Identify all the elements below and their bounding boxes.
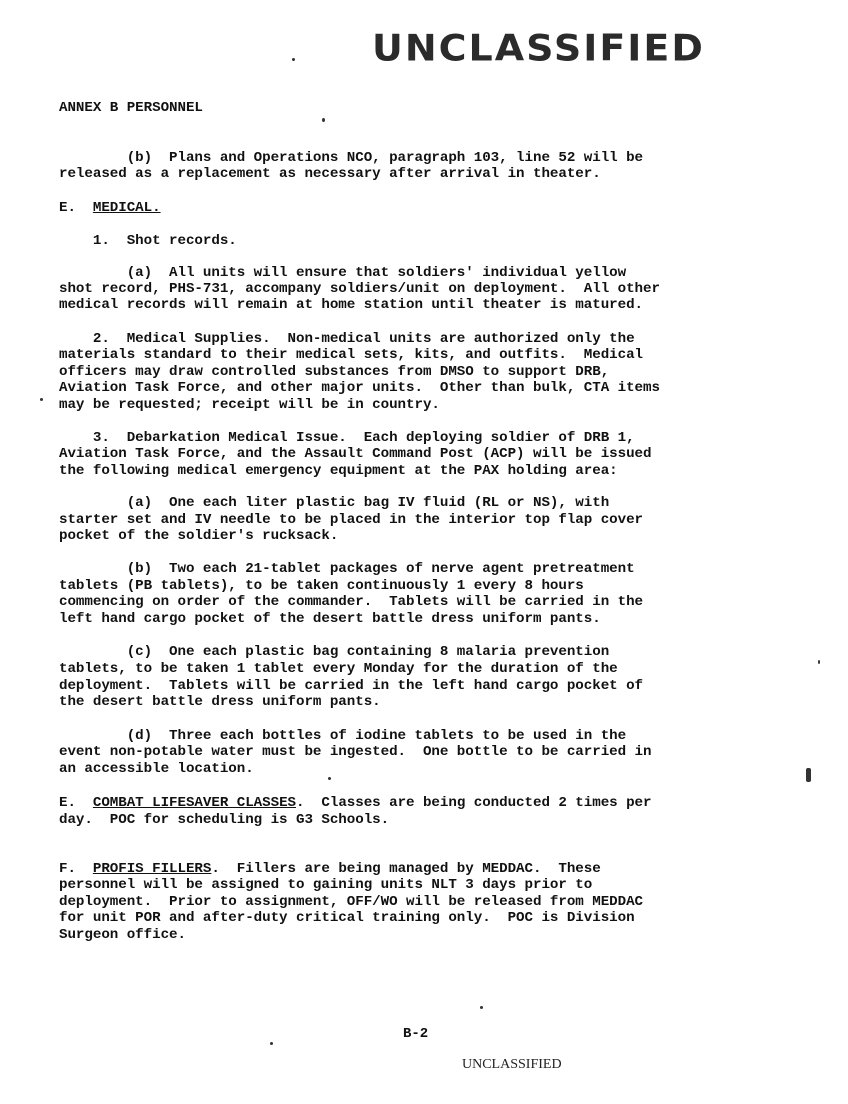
paragraph-line: personnel will be assigned to gaining units NLT 3 days prior to [59,877,593,893]
paragraph-line: (c) One each plastic bag containing 8 malaria prevention [59,644,610,660]
scan-speck [292,58,295,61]
paragraph-line: medical records will remain at home station until theater is matured. [59,297,644,313]
paragraph-line: may be requested; receipt will be in country. [59,397,440,413]
paragraph-line: 3. Debarkation Medical Issue. Each deploying soldier of DRB 1, [59,430,635,446]
paragraph-line: materials standard to their medical sets, kits, and outfits. Medical [59,347,644,363]
paragraph-line: 2. Medical Supplies. Non-medical units are authorized only the [59,331,635,347]
scan-speck [270,1042,273,1045]
scan-speck [40,398,43,401]
paragraph-line: (b) Two each 21-tablet packages of nerve agent pretreatment [59,561,635,577]
section-title: MEDICAL. [92,200,161,216]
section-heading-combat-lifesaver [59,795,651,812]
paragraph-line: starter set and IV needle to be placed in the interior top flap cover [59,512,644,528]
paragraph-line: (d) Three each bottles of iodine tablets to be used in the [59,728,627,744]
paragraph-line: 1. Shot records. [59,233,237,249]
paragraph-line: day. POC for scheduling is G3 Schools. [59,812,390,828]
scan-speck [480,1006,483,1009]
paragraph-line: left hand cargo pocket of the desert battle dress uniform pants. [59,611,601,627]
paragraph-line: the desert battle dress uniform pants. [59,694,381,710]
paragraph-line: tablets (PB tablets), to be taken continuously 1 every 8 hours [59,578,584,594]
classification-stamp-bottom: UNCLASSIFIED [462,1057,562,1072]
paragraph-line: released as a replacement as necessary after arrival in theater. [59,166,601,182]
paragraph-line: tablets, to be taken 1 tablet every Monday for the duration of the [59,661,618,677]
paragraph-line: commencing on order of the commander. Tablets will be carried in the [59,594,644,610]
paragraph-line: officers may draw controlled substances from DMSO to support DRB, [59,364,610,380]
paragraph-line: deployment. Prior to assignment, OFF/WO will be released from MEDDAC [59,894,644,910]
paragraph-line: (a) All units will ensure that soldiers' individual yellow [59,265,627,281]
classification-stamp-top: UNCLASSIFIED [372,27,705,69]
paragraph-line: the following medical emergency equipment at the PAX holding area: [59,463,618,479]
paragraph-line: pocket of the soldier's rucksack. [59,528,339,544]
paragraph-line: deployment. Tablets will be carried in the left hand cargo pocket of [59,678,644,694]
paragraph-line: Aviation Task Force, and the Assault Command Post (ACP) will be issued [59,446,652,462]
scan-speck [328,777,331,780]
section-number: E. [59,795,93,811]
paragraph-line: event non-potable water must be ingested. One bottle to be carried in [59,744,652,760]
section-heading-profis [59,861,601,878]
section-title: PROFIS FILLERS [92,861,212,877]
paragraph-line: for unit POR and after-duty critical training only. POC is Division [59,910,635,926]
page-number: B-2 [403,1026,429,1042]
scan-speck [818,660,820,664]
section-number: F. [59,861,93,877]
section-heading-medical [59,200,161,217]
paragraph-line: Surgeon office. [59,927,186,943]
paragraph-line: (b) Plans and Operations NCO, paragraph 103, line 52 will be [59,150,644,166]
paragraph-line: (a) One each liter plastic bag IV fluid (RL or NS), with [59,495,610,511]
annex-title: ANNEX B PERSONNEL [59,100,203,116]
section-title: COMBAT LIFESAVER CLASSES [92,795,296,811]
section-text: . Fillers are being managed by MEDDAC. These [211,861,601,877]
scan-speck [806,768,811,782]
paragraph-line: shot record, PHS-731, accompany soldiers/unit on deployment. All other [59,281,660,297]
paragraph-line: an accessible location. [59,761,254,777]
paragraph-line: Aviation Task Force, and other major units. Other than bulk, CTA items [59,380,660,396]
section-number: E. [59,200,93,216]
section-text: . Classes are being conducted 2 times per [296,795,652,811]
scan-speck [322,118,325,122]
